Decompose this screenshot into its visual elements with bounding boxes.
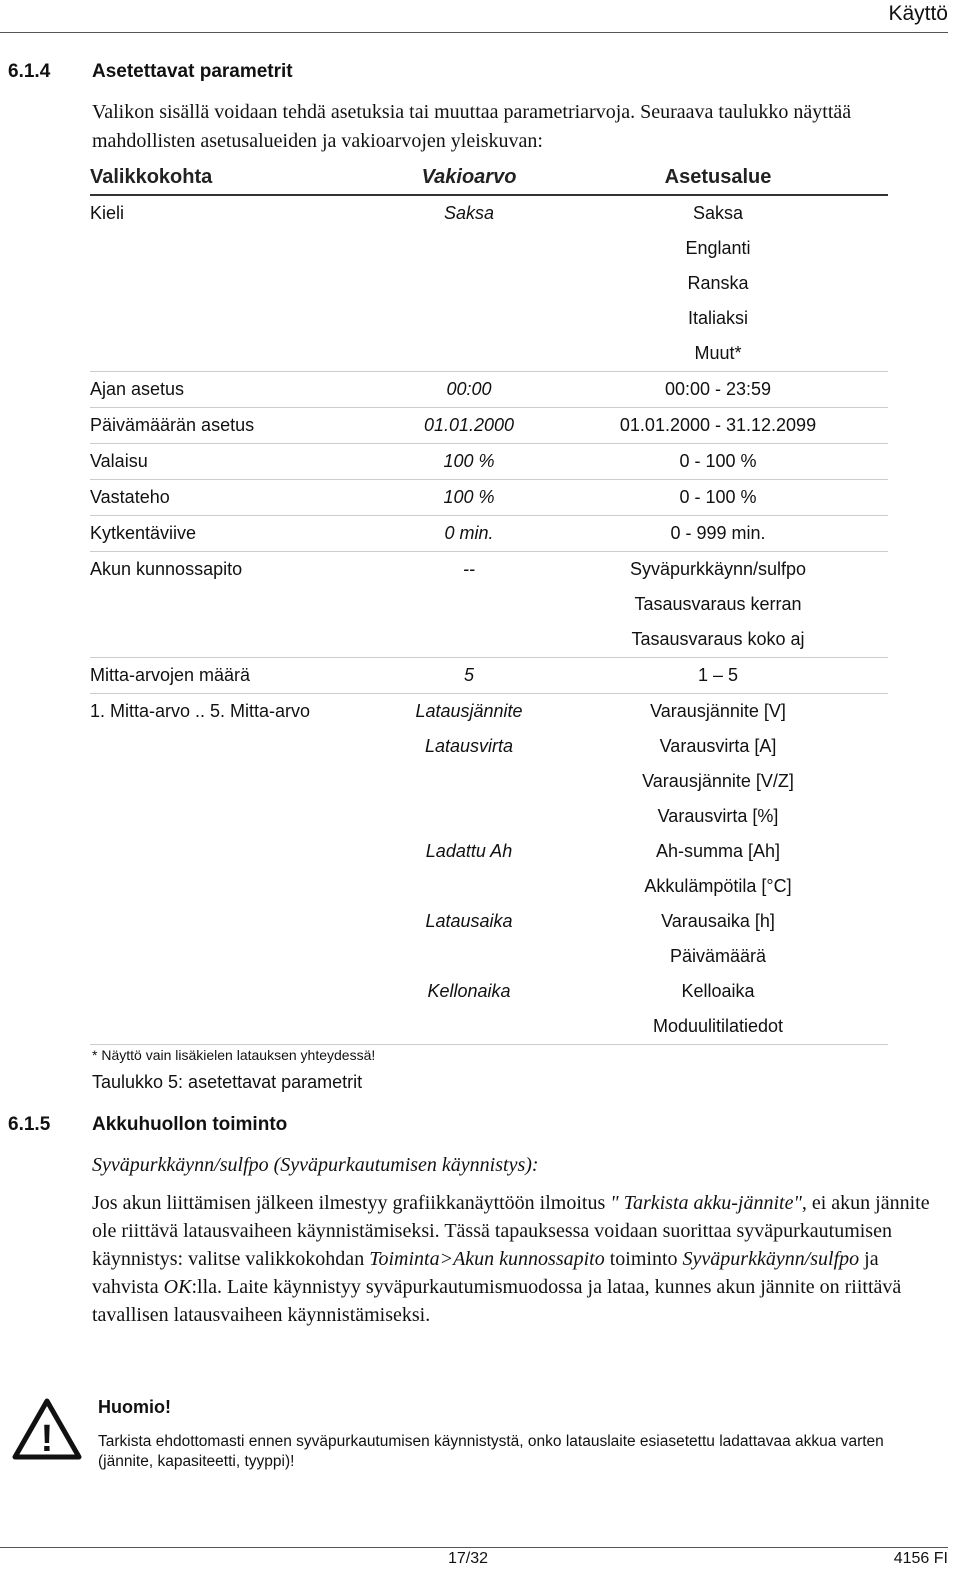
table-header-row — [90, 161, 888, 195]
column-header-range: Asetusalue — [548, 161, 888, 195]
section-title-2: Akkuhuollon toiminto — [92, 1114, 288, 1135]
column-header-item: Valikkokohta — [90, 161, 390, 195]
header-rule — [0, 32, 948, 33]
table-footnote: * Näyttö vain lisäkielen latauksen yhteydessä! — [92, 1047, 376, 1063]
intro-paragraph: Valikon sisällä voidaan tehdä asetuksia tai muuttaa parametriarvoja. Seuraava taulukko näyttää mahdollisten asetusalueiden ja vakioarvojen yleiskuvan: — [92, 101, 852, 152]
table-row — [90, 516, 888, 552]
table-row — [90, 372, 888, 408]
menu-item-label: Kytkentäviive — [90, 523, 197, 543]
range-value: Syväpurkkäynn/sulfpo — [629, 559, 807, 579]
table-row — [90, 444, 888, 480]
menu-item-label: Päivämäärän asetus — [90, 415, 255, 435]
footer-rule — [0, 1547, 948, 1548]
body-italic-4: OK — [163, 1276, 192, 1298]
table-row — [90, 408, 888, 444]
default-value: Latausaika — [425, 911, 513, 931]
default-value: 100 % — [443, 451, 495, 471]
default-value: Latausjännite — [415, 701, 523, 721]
menu-item-label: Akun kunnossapito — [90, 559, 243, 579]
range-value: Varausjännite [V] — [650, 701, 786, 721]
default-value: Latausvirta — [424, 736, 514, 756]
section-number-2: 6.1.5 — [8, 1114, 51, 1135]
default-value: 00:00 — [446, 379, 492, 399]
body-text-3: toiminto — [604, 1248, 683, 1270]
menu-item-label: Valaisu — [90, 451, 148, 471]
warning-text: Tarkista ehdottomasti ennen syväpurkautumisen käynnistystä, onko latauslaite esiasetettu ladattavaa akkua varten (jännite, kapasiteetti, tyyppi)! — [98, 1433, 884, 1470]
column-header-default: Vakioarvo — [390, 161, 548, 195]
default-value — [390, 869, 548, 904]
range-value: Muut* — [694, 343, 742, 363]
default-value: -- — [463, 559, 475, 579]
warning-symbol: ! — [40, 1418, 54, 1460]
warning-triangle-icon — [12, 1398, 82, 1460]
body-text-2: , ei akun jännite ole riittävä latausvaiheen käynnistämiseksi. Tässä tapauksessa voidaan suorittaa syväpurkautumisen käynnistys: valitse valikkokohdan — [92, 1192, 930, 1270]
document-code: 4156 FI — [893, 1550, 948, 1567]
warning-title: Huomio! — [98, 1397, 171, 1417]
body-paragraph — [92, 1189, 942, 1329]
body-italic-1: " Tarkista akku-jännite" — [610, 1192, 802, 1214]
range-value: 0 - 100 % — [679, 487, 757, 507]
default-value: 0 min. — [444, 523, 494, 543]
table-caption: Taulukko 5: asetettavat parametrit — [92, 1072, 363, 1092]
range-value: Saksa — [692, 203, 744, 223]
range-value: Moduulitilatiedot — [652, 1016, 784, 1036]
range-value: Englanti — [685, 238, 751, 258]
table-row — [90, 552, 888, 658]
default-value — [390, 764, 548, 799]
table-row — [90, 658, 888, 694]
range-value: 0 - 100 % — [679, 451, 757, 471]
range-value: Tasausvaraus koko aj — [631, 629, 805, 649]
default-value: 5 — [463, 665, 474, 685]
menu-item-label: 1. Mitta-arvo .. 5. Mitta-arvo — [90, 701, 311, 721]
range-value: Varausjännite [V/Z] — [642, 771, 794, 791]
default-value — [390, 799, 548, 834]
range-value: Kelloaika — [681, 981, 755, 1001]
body-text-4: ja vahvista — [92, 1248, 879, 1298]
default-value: Saksa — [443, 203, 495, 223]
page-number: 17/32 — [448, 1550, 489, 1567]
page-header-title: Käyttö — [888, 2, 948, 25]
body-italic-2: Toiminta>Akun kunnossapito — [369, 1248, 605, 1270]
range-value: Ranska — [687, 273, 749, 293]
menu-item-label: Mitta-arvojen määrä — [90, 665, 251, 685]
body-text-1: Jos akun liittämisen jälkeen ilmestyy grafiikkanäyttöön ilmoitus — [92, 1192, 611, 1214]
range-value: Varausaika [h] — [661, 911, 775, 931]
range-value: Tasausvaraus kerran — [634, 594, 802, 614]
range-value: 01.01.2000 - 31.12.2099 — [619, 415, 817, 435]
range-value: Varausvirta [A] — [659, 736, 777, 756]
default-value: Ladattu Ah — [425, 841, 513, 861]
range-value: 0 - 999 min. — [670, 523, 766, 543]
range-value: Päivämäärä — [669, 946, 767, 966]
subheading: Syväpurkkäynn/sulfpo (Syväpurkautumisen käynnistys): — [92, 1154, 539, 1176]
default-value: 01.01.2000 — [423, 415, 515, 435]
range-value: Akkulämpötila [°C] — [644, 876, 792, 896]
default-value — [390, 1009, 548, 1044]
menu-item-label: Vastateho — [90, 487, 170, 507]
menu-item-label: Ajan asetus — [90, 379, 185, 399]
table-body — [90, 195, 888, 1045]
section-number: 6.1.4 — [8, 61, 51, 82]
table-row — [90, 195, 888, 372]
section-title: Asetettavat parametrit — [92, 61, 293, 82]
body-text-5: :lla. Laite käynnistyy syväpurkautumismuodossa ja lataa, kunnes akun jännite on riittävä tavallisen latausvaiheen käynnistämiseksi. — [92, 1276, 902, 1326]
range-value: 00:00 - 23:59 — [664, 379, 772, 399]
body-italic-3: Syväpurkkäynn/sulfpo — [682, 1248, 860, 1270]
range-value: Italiaksi — [687, 308, 749, 328]
default-value: Kellonaika — [427, 981, 511, 1001]
default-value: 100 % — [443, 487, 495, 507]
range-value: 1 – 5 — [697, 665, 739, 685]
parameters-table — [90, 161, 888, 1045]
table-row — [90, 694, 888, 1045]
range-value: Ah-summa [Ah] — [655, 841, 781, 861]
default-value — [390, 939, 548, 974]
menu-item-label: Kieli — [90, 203, 125, 223]
table-row — [90, 480, 888, 516]
range-value: Varausvirta [%] — [657, 806, 779, 826]
